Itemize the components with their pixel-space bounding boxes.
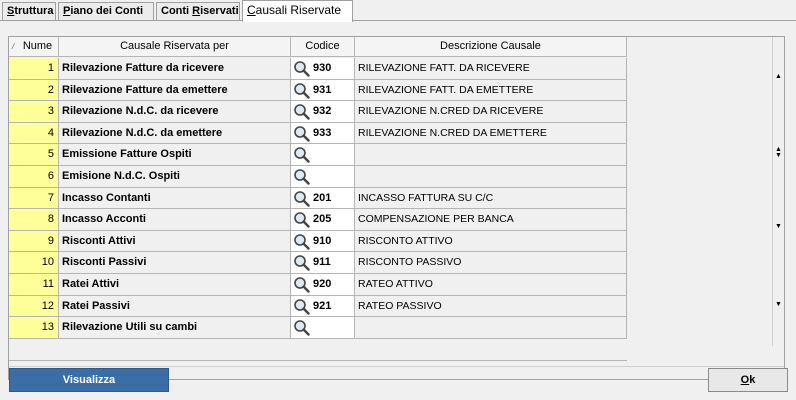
tab-struttura-hotkey: S <box>7 5 15 17</box>
row-descrizione: RILEVAZIONE N.CRED DA EMETTERE <box>355 123 627 145</box>
row-codice: 201 <box>313 191 332 204</box>
row-number: 11 <box>9 274 59 296</box>
row-codice: 910 <box>313 234 332 247</box>
row-codice: 931 <box>313 83 332 96</box>
row-descrizione: RILEVAZIONE FATT. DA EMETTERE <box>355 80 627 102</box>
row-causale: Rilevazione N.d.C. da ricevere <box>59 101 291 123</box>
ok-hotkey: O <box>740 374 750 386</box>
tab-piano-label: iano dei Conti <box>70 5 144 17</box>
row-number: 10 <box>9 252 59 274</box>
row-causale: Rilevazione Fatture da emettere <box>59 80 291 102</box>
row-descrizione: INCASSO FATTURA SU C/C <box>355 188 627 210</box>
grid-empty-area <box>627 37 773 339</box>
row-codice: 205 <box>313 213 332 226</box>
tab-conti-label: iservati <box>200 5 239 17</box>
row-codice-field[interactable] <box>291 296 355 318</box>
row-codice: 920 <box>313 278 332 290</box>
header-codice-label: Codice <box>305 40 340 52</box>
row-descrizione <box>355 317 627 339</box>
row-descrizione: RISCONTO ATTIVO <box>355 231 627 253</box>
sort-indicator: / <box>12 42 15 51</box>
header-numero-label: Nume <box>22 40 53 52</box>
table-row[interactable] <box>9 188 627 210</box>
header-codice[interactable] <box>291 37 355 57</box>
scroll-down-icon: ▼ <box>775 301 782 308</box>
magnifier-icon[interactable] <box>293 190 310 207</box>
row-codice: 921 <box>313 299 332 312</box>
header-causale[interactable] <box>59 37 291 57</box>
tab-struttura-label: truttura <box>14 5 54 17</box>
table-row[interactable] <box>9 101 627 123</box>
tab-causali-riservate[interactable] <box>242 0 353 22</box>
row-number: 3 <box>9 101 59 123</box>
row-causale: Emisione N.d.C. Ospiti <box>59 166 291 188</box>
row-number: 8 <box>9 209 59 231</box>
magnifier-icon[interactable] <box>293 146 310 163</box>
vertical-scrollbar[interactable] <box>772 37 784 346</box>
row-codice-field[interactable] <box>291 274 355 296</box>
magnifier-icon[interactable] <box>293 125 310 142</box>
table-row[interactable] <box>9 274 627 296</box>
scroll-page-down-icon: ▼ <box>775 223 782 230</box>
row-causale: Incasso Acconti <box>59 209 291 231</box>
scroll-up-button[interactable] <box>773 57 784 97</box>
scroll-page-icon: ▲▼ <box>775 146 782 159</box>
table-row[interactable] <box>9 296 627 318</box>
row-descrizione <box>355 144 627 166</box>
tab-causali-hotkey: C <box>247 3 256 17</box>
row-codice-field[interactable] <box>291 231 355 253</box>
magnifier-icon[interactable] <box>293 168 310 185</box>
table-row[interactable] <box>9 144 627 166</box>
tab-struttura[interactable] <box>2 2 56 21</box>
scroll-up-icon: ▲ <box>775 73 782 80</box>
tab-bar <box>0 0 796 21</box>
row-codice-field[interactable] <box>291 123 355 145</box>
magnifier-icon[interactable] <box>293 298 310 315</box>
row-descrizione: RATEO PASSIVO <box>355 296 627 318</box>
magnifier-icon[interactable] <box>293 276 310 293</box>
row-number: 4 <box>9 123 59 145</box>
row-number: 6 <box>9 166 59 188</box>
table-row[interactable] <box>9 58 627 80</box>
row-descrizione: COMPENSAZIONE PER BANCA <box>355 209 627 231</box>
row-codice-field[interactable] <box>291 80 355 102</box>
row-causale: Ratei Attivi <box>59 274 291 296</box>
table-row[interactable] <box>9 123 627 145</box>
magnifier-icon[interactable] <box>293 254 310 271</box>
row-codice: 911 <box>313 256 331 269</box>
tab-conti-label-pre: Conti <box>161 5 193 17</box>
magnifier-icon[interactable] <box>293 82 310 99</box>
row-causale: Risconti Attivi <box>59 231 291 253</box>
header-descrizione-label: Descrizione Causale <box>440 40 541 52</box>
magnifier-icon[interactable] <box>293 60 310 77</box>
ok-label: k <box>749 374 756 386</box>
row-codice: 933 <box>313 126 332 139</box>
row-codice-field[interactable] <box>291 252 355 274</box>
visualizza-label: Visualizza <box>62 374 116 386</box>
tab-causali-label: ausali Riservate <box>255 3 342 17</box>
row-descrizione: RATEO ATTIVO <box>355 274 627 296</box>
table-row[interactable] <box>9 209 627 231</box>
tab-conti-hotkey: R <box>192 5 201 17</box>
row-descrizione: RISCONTO PASSIVO <box>355 252 627 274</box>
tab-conti-riservati[interactable] <box>156 2 240 21</box>
tab-piano-dei-conti[interactable] <box>58 2 154 21</box>
header-numero[interactable] <box>9 37 59 57</box>
row-causale: Risconti Passivi <box>59 252 291 274</box>
row-number: 13 <box>9 317 59 339</box>
tab-piano-hotkey: P <box>63 5 71 17</box>
row-causale: Ratei Passivi <box>59 296 291 318</box>
row-causale: Rilevazione Utili su cambi <box>59 317 291 339</box>
magnifier-icon[interactable] <box>293 211 310 228</box>
row-codice-field[interactable] <box>291 166 355 188</box>
row-codice-field[interactable] <box>291 209 355 231</box>
row-descrizione <box>355 166 627 188</box>
scroll-page-button[interactable] <box>773 133 784 173</box>
row-codice: 930 <box>313 62 332 74</box>
magnifier-icon[interactable] <box>293 319 310 336</box>
ok-button[interactable] <box>708 368 788 392</box>
scroll-down-button[interactable] <box>773 285 784 325</box>
grid-filler <box>9 339 627 361</box>
header-descrizione[interactable] <box>355 37 627 57</box>
scroll-page-down-button[interactable] <box>773 207 784 247</box>
visualizza-button[interactable] <box>9 368 169 392</box>
table-row[interactable] <box>9 252 627 274</box>
row-causale: Rilevazione N.d.C. da emettere <box>59 123 291 145</box>
magnifier-icon[interactable] <box>293 233 310 250</box>
row-codice-field[interactable] <box>291 101 355 123</box>
row-codice-field[interactable] <box>291 144 355 166</box>
row-number: 7 <box>9 188 59 210</box>
row-descrizione: RILEVAZIONE N.CRED DA RICEVERE <box>355 101 627 123</box>
table-row[interactable] <box>9 166 627 188</box>
table-row[interactable] <box>9 317 627 339</box>
magnifier-icon[interactable] <box>293 103 310 120</box>
row-number: 12 <box>9 296 59 318</box>
row-number: 5 <box>9 144 59 166</box>
table-row[interactable] <box>9 231 627 253</box>
row-causale: Emissione Fatture Ospiti <box>59 144 291 166</box>
table-row[interactable] <box>9 80 627 102</box>
causali-grid <box>8 36 785 380</box>
row-causale: Rilevazione Fatture da ricevere <box>59 58 291 80</box>
row-number: 1 <box>9 58 59 80</box>
causali-panel <box>1 21 795 400</box>
header-causale-label: Causale Riservata per <box>120 40 229 52</box>
row-number: 2 <box>9 80 59 102</box>
row-codice-field[interactable] <box>291 188 355 210</box>
row-descrizione: RILEVAZIONE FATT. DA RICEVERE <box>355 58 627 80</box>
row-causale: Incasso Contanti <box>59 188 291 210</box>
row-codice: 932 <box>313 105 332 118</box>
row-codice-field[interactable] <box>291 317 355 339</box>
row-codice-field[interactable] <box>291 58 355 80</box>
row-number: 9 <box>9 231 59 253</box>
